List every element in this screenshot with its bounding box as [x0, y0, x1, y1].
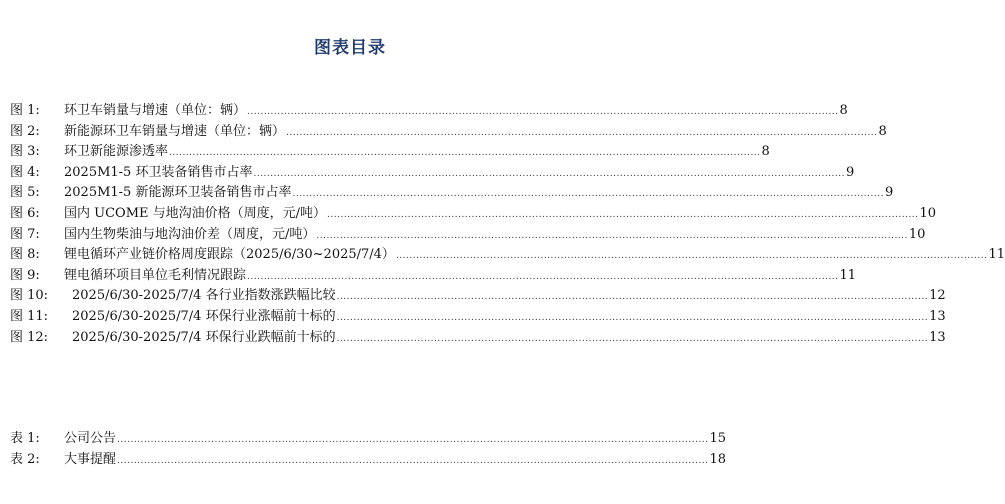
- toc-entry-figure-8[interactable]: [10, 245, 1005, 266]
- toc-label: 图 4:: [10, 164, 40, 180]
- toc-entry-figure-7[interactable]: [10, 225, 926, 246]
- toc-page-number: 8: [878, 123, 887, 139]
- dot-leader: ................................................................................................................................................................................: [117, 456, 709, 466]
- dot-leader: ................................................................................................................................................................................: [336, 333, 929, 344]
- dot-leader: ................................................................................................................................................................................: [286, 127, 878, 138]
- toc-title: 2025/6/30-2025/7/4 各行业指数涨跌幅比较: [72, 288, 336, 304]
- toc-label: 图 6:: [10, 205, 40, 221]
- toc-title: 2025M1-5 环卫装备销售市占率: [64, 164, 253, 180]
- dot-leader: ................................................................................................................................................................................: [247, 107, 839, 117]
- toc-entry-figure-3[interactable]: [10, 142, 770, 163]
- dot-leader: ................................................................................................................................................................................: [327, 209, 919, 220]
- toc-page-number: 18: [709, 452, 727, 467]
- toc-title: 2025M1-5 新能源环卫装备销售市占率: [64, 185, 292, 201]
- toc-title: 新能源环卫车销量与增速（单位：辆）: [64, 123, 286, 139]
- toc-label: 图 9:: [10, 267, 40, 283]
- toc-title: 锂电循环产业链价格周度跟踪（2025/6/30~2025/7/4）: [64, 247, 395, 263]
- toc-title: 2025/6/30-2025/7/4 环保行业跌幅前十标的: [72, 329, 336, 345]
- toc-label: 图 3:: [10, 144, 40, 160]
- toc-entry-figure-4[interactable]: [10, 163, 855, 184]
- table-toc-list: [10, 428, 727, 470]
- toc-title: 2025/6/30-2025/7/4 环保行业涨幅前十标的: [72, 308, 336, 324]
- toc-title: 大事提醒: [64, 452, 117, 467]
- dot-leader: ................................................................................................................................................................................: [292, 189, 884, 200]
- toc-entry-figure-6[interactable]: [10, 204, 937, 225]
- toc-label: 表 1:: [10, 431, 40, 446]
- toc-page-number: 11: [988, 247, 1005, 263]
- toc-entry-figure-11[interactable]: [10, 307, 946, 328]
- toc-page-number: 13: [929, 308, 946, 324]
- dot-leader: ................................................................................................................................................................................: [395, 251, 988, 262]
- toc-title: 环卫新能源渗透率: [64, 144, 169, 160]
- toc-title: 国内 UCOME 与地沟油价格（周度，元/吨）: [64, 205, 327, 221]
- toc-label: 图 12:: [10, 329, 49, 345]
- figure-toc-list: [10, 101, 1005, 348]
- page-title: 图表目录: [314, 38, 386, 58]
- toc-page-number: 13: [929, 329, 946, 345]
- toc-title: 锂电循环项目单位毛利情况跟踪: [64, 267, 247, 283]
- toc-page-number: 15: [709, 431, 727, 446]
- dot-leader: ................................................................................................................................................................................: [117, 435, 709, 445]
- toc-label: 图 8:: [10, 247, 40, 263]
- toc-page-number: 8: [761, 144, 770, 160]
- toc-entry-figure-9[interactable]: [10, 266, 857, 287]
- toc-page-number: 10: [919, 205, 937, 221]
- toc-entry-figure-10[interactable]: [10, 286, 946, 307]
- dot-leader: ................................................................................................................................................................................: [253, 168, 845, 179]
- toc-label: 表 2:: [10, 452, 40, 467]
- toc-page-number: 9: [845, 164, 855, 180]
- toc-page-number: 11: [839, 267, 857, 283]
- toc-entry-figure-12[interactable]: [10, 328, 946, 349]
- dot-leader: ................................................................................................................................................................................: [169, 148, 761, 159]
- toc-label: 图 10:: [10, 288, 49, 304]
- dot-leader: ................................................................................................................................................................................: [247, 271, 839, 282]
- toc-page-number: 10: [908, 226, 926, 242]
- toc-title: 公司公告: [64, 431, 117, 446]
- toc-label: 图 11:: [10, 308, 49, 324]
- toc-label: 图 1:: [10, 103, 40, 118]
- dot-leader: ................................................................................................................................................................................: [336, 292, 929, 303]
- toc-page-number: 8: [839, 103, 848, 118]
- toc-label: 图 2:: [10, 123, 40, 139]
- toc-title: 环卫车销量与增速（单位：辆）: [64, 103, 247, 118]
- toc-entry-figure-2[interactable]: [10, 122, 887, 143]
- toc-entry-figure-5[interactable]: [10, 183, 894, 204]
- toc-page-number: 12: [929, 288, 946, 304]
- dot-leader: ................................................................................................................................................................................: [316, 230, 908, 241]
- toc-entry-figure-1[interactable]: [10, 101, 848, 122]
- toc-entry-table-2[interactable]: [10, 449, 727, 470]
- toc-label: 图 5:: [10, 185, 40, 201]
- toc-label: 图 7:: [10, 226, 40, 242]
- toc-title: 国内生物柴油与地沟油价差（周度，元/吨）: [64, 226, 316, 242]
- toc-page-number: 9: [884, 185, 894, 201]
- dot-leader: ................................................................................................................................................................................: [336, 312, 929, 323]
- toc-entry-table-1[interactable]: [10, 428, 727, 449]
